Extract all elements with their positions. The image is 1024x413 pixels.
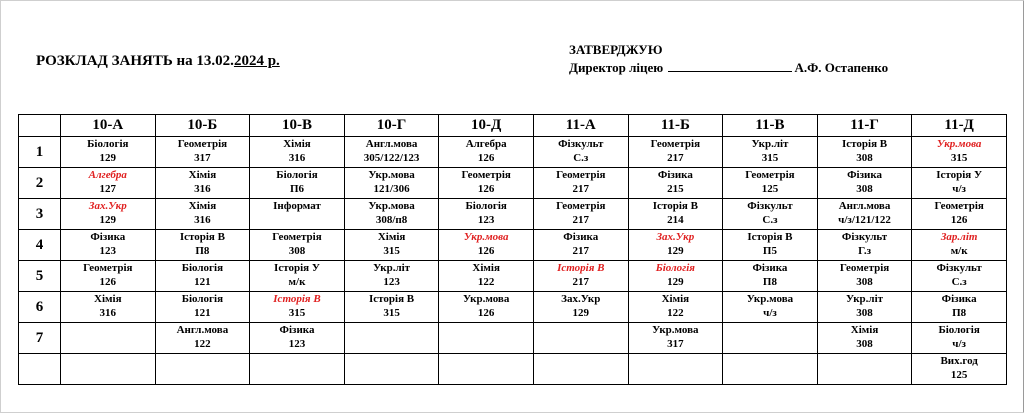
subject-name: Історія В (369, 293, 415, 305)
lesson-cell (61, 292, 156, 323)
subject-name: Історія У (274, 262, 320, 274)
lesson-cell (439, 230, 534, 261)
lesson-cell (533, 230, 628, 261)
subject-name: Англ.мова (176, 324, 229, 336)
room-number: 217 (572, 183, 590, 195)
lesson-cell (439, 323, 534, 354)
subject-name: Хімія (94, 293, 122, 305)
lesson-cell (250, 199, 345, 230)
room-number: 123 (383, 276, 400, 288)
lesson-cell (250, 168, 345, 199)
subject-name: Укр.літ (751, 138, 789, 150)
subject-name: Хімія (850, 324, 879, 336)
column-header: 11-А (533, 115, 628, 137)
room-number: 123 (99, 245, 117, 257)
room-number: 315 (383, 245, 400, 257)
room-number: 315 (288, 307, 306, 319)
column-header: 11-Д (912, 115, 1007, 137)
subject-name: Історія У (936, 169, 983, 181)
lesson-cell (723, 292, 818, 323)
subject-name: Англ.мова (838, 200, 891, 212)
lesson-cell (250, 292, 345, 323)
lesson-cell (61, 354, 156, 385)
room-number: 308 (856, 338, 873, 350)
subject-name: Фізика (941, 293, 977, 305)
room-number: 123 (288, 338, 306, 350)
room-number: м/к (288, 276, 306, 288)
room-number: П6 (289, 183, 305, 195)
lesson-cell (723, 323, 818, 354)
lesson-cell (723, 354, 818, 385)
subject-name: Геометрія (839, 262, 890, 274)
subject-name: Зах.Укр (88, 200, 127, 212)
subject-name: Історія В (557, 262, 605, 274)
lesson-cell (155, 292, 250, 323)
subject-name: Хімія (283, 138, 311, 150)
room-number: 316 (194, 214, 211, 226)
page-title (36, 53, 280, 70)
lesson-cell (817, 199, 912, 230)
subject-name: Геометрія (745, 169, 795, 181)
lesson-number: 1 (19, 137, 61, 168)
subject-name: Біологія (465, 200, 507, 212)
lesson-cell (439, 292, 534, 323)
subject-name: Англ.мова (365, 138, 418, 150)
subject-name: Зах.Укр (656, 231, 695, 243)
subject-name: Біологія (181, 262, 224, 274)
subject-name: Історія В (273, 293, 321, 305)
lesson-cell (439, 354, 534, 385)
room-number: ч/з (763, 307, 777, 319)
room-number: 125 (950, 369, 968, 381)
lesson-cell (250, 230, 345, 261)
subject-name: Укр.мова (463, 231, 509, 243)
subject-name: Вих.год (940, 355, 978, 367)
lesson-cell (533, 168, 628, 199)
lesson-cell (250, 323, 345, 354)
column-header: 11-Г (817, 115, 912, 137)
lesson-number: 7 (19, 323, 61, 354)
room-number: 129 (99, 214, 117, 226)
lesson-cell (250, 137, 345, 168)
lesson-cell (912, 199, 1007, 230)
lesson-cell (439, 137, 534, 168)
room-number: 126 (477, 245, 495, 257)
lesson-cell (533, 261, 628, 292)
column-header: 10-Д (439, 115, 534, 137)
subject-name: Алгебра (88, 169, 127, 181)
lesson-number: 2 (19, 168, 61, 199)
subject-name: Історія В (652, 200, 698, 212)
subject-name: Алгебра (465, 138, 507, 150)
lesson-cell (723, 137, 818, 168)
subject-name: Фізкульт (841, 231, 888, 243)
subject-name: Зар.літ (940, 231, 978, 243)
column-header: 10-Г (344, 115, 439, 137)
lesson-cell (155, 261, 250, 292)
approval-block (569, 41, 888, 77)
lesson-number: 5 (19, 261, 61, 292)
subject-name: Зах.Укр (561, 293, 601, 305)
lesson-cell (155, 168, 250, 199)
lesson-cell (723, 261, 818, 292)
room-number: 217 (667, 152, 684, 164)
subject-name: Хімія (188, 169, 217, 181)
subject-name: Укр.літ (373, 262, 411, 274)
room-number: 123 (477, 214, 495, 226)
lesson-cell (912, 323, 1007, 354)
room-number: П8 (952, 307, 967, 319)
lesson-cell (912, 230, 1007, 261)
lesson-cell (439, 261, 534, 292)
room-number: 121 (194, 276, 211, 288)
room-number: 122 (194, 338, 211, 350)
room-number: 308 (856, 276, 873, 288)
subject-name: Біологія (87, 138, 129, 150)
subject-name: Фізика (563, 231, 599, 243)
column-header: 11-Б (628, 115, 723, 137)
director-label: Директор ліцею (569, 60, 664, 75)
lesson-cell (628, 199, 723, 230)
subject-name: Геометрія (272, 231, 322, 243)
room-number: 129 (572, 307, 590, 319)
lesson-cell (439, 199, 534, 230)
room-number: 217 (572, 276, 590, 288)
lesson-cell (912, 261, 1007, 292)
lesson-cell (155, 199, 250, 230)
lesson-cell (439, 168, 534, 199)
subject-name: Укр.літ (846, 293, 884, 305)
room-number: 217 (572, 214, 590, 226)
lesson-cell (344, 354, 439, 385)
lesson-cell (533, 323, 628, 354)
lesson-cell (533, 354, 628, 385)
lesson-cell (817, 261, 912, 292)
room-number: П8 (762, 276, 777, 288)
room-number: 315 (383, 307, 400, 319)
subject-name: Біологія (655, 262, 695, 274)
column-header: 10-А (61, 115, 156, 137)
room-number: 126 (99, 276, 117, 288)
room-number: 316 (288, 152, 306, 164)
room-number: 129 (667, 276, 684, 288)
room-number: ч/з/121/122 (838, 214, 891, 226)
room-number: С.з (573, 152, 589, 164)
room-number: 127 (99, 183, 117, 195)
subject-name: Хімія (377, 231, 406, 243)
lesson-number (19, 354, 61, 385)
lesson-cell (155, 323, 250, 354)
room-number: 315 (950, 152, 968, 164)
lesson-cell (344, 137, 439, 168)
lesson-cell (344, 323, 439, 354)
lesson-cell (912, 137, 1007, 168)
subject-name: Укр.мова (462, 293, 510, 305)
subject-name: Геометрія (650, 138, 701, 150)
subject-name: Укр.мова (368, 200, 415, 212)
lesson-number: 6 (19, 292, 61, 323)
title-text: РОЗКЛАД ЗАНЯТЬ на 13.02. (36, 53, 234, 69)
room-number: 126 (477, 152, 495, 164)
room-number: 129 (99, 152, 117, 164)
subject-name: Геометрія (461, 169, 511, 181)
schedule-table (18, 114, 1007, 385)
lesson-cell (61, 199, 156, 230)
room-number: 126 (477, 307, 495, 319)
room-number: 215 (667, 183, 684, 195)
subject-name: Укр.мова (936, 138, 982, 150)
room-number: 317 (194, 152, 211, 164)
lesson-cell (250, 261, 345, 292)
lesson-cell (817, 230, 912, 261)
subject-name: Геометрія (556, 200, 606, 212)
lesson-number: 3 (19, 199, 61, 230)
subject-name: Геометрія (83, 262, 133, 274)
subject-name: Укр.мова (652, 324, 699, 336)
lesson-cell (628, 230, 723, 261)
subject-name: Геометрія (934, 200, 984, 212)
room-number: С.з (762, 214, 778, 226)
lesson-number: 4 (19, 230, 61, 261)
subject-name: Біологія (276, 169, 318, 181)
lesson-cell (155, 137, 250, 168)
subject-name: Геометрія (556, 169, 606, 181)
room-number: 129 (667, 245, 684, 257)
subject-name: Історія В (841, 138, 888, 150)
subject-name: Фізика (657, 169, 693, 181)
lesson-cell (817, 168, 912, 199)
lesson-cell (250, 354, 345, 385)
lesson-row (19, 354, 1007, 385)
schedule-body (19, 137, 1007, 385)
room-number: П8 (195, 245, 210, 257)
corner-cell (19, 115, 61, 137)
lesson-cell (533, 199, 628, 230)
lesson-cell (533, 292, 628, 323)
subject-name: Укр.мова (746, 293, 794, 305)
lesson-cell (723, 168, 818, 199)
room-number: 308 (856, 307, 873, 319)
lesson-cell (61, 137, 156, 168)
director-name: А.Ф. Остапенко (794, 60, 889, 75)
lesson-cell (628, 323, 723, 354)
lesson-cell (628, 168, 723, 199)
lesson-cell (61, 168, 156, 199)
room-number: 308 (856, 152, 873, 164)
subject-name: Укр.мова (368, 169, 415, 181)
room-number: Г.з (858, 245, 872, 257)
column-header: 11-В (723, 115, 818, 137)
lesson-cell (344, 168, 439, 199)
subject-name: Фізика (90, 231, 126, 243)
lesson-row (19, 261, 1007, 292)
lesson-cell (61, 323, 156, 354)
subject-name: Фізика (279, 324, 315, 336)
subject-name: Історія В (179, 231, 225, 243)
lesson-cell (344, 261, 439, 292)
subject-name: Геометрія (177, 138, 228, 150)
lesson-cell (344, 199, 439, 230)
lesson-row (19, 230, 1007, 261)
subject-name: Фізкульт (747, 200, 793, 212)
subject-name: Історія В (747, 231, 793, 243)
subject-name: Хімія (472, 262, 500, 274)
lesson-cell (155, 230, 250, 261)
lesson-row (19, 292, 1007, 323)
lesson-cell (61, 230, 156, 261)
room-number: 125 (761, 183, 779, 195)
subject-name: Біологія (181, 293, 224, 305)
lesson-cell (344, 292, 439, 323)
lesson-cell (723, 230, 818, 261)
lesson-row (19, 137, 1007, 168)
signature-line (668, 61, 792, 72)
approval-heading: ЗАТВЕРДЖУЮ (569, 42, 663, 57)
room-number: ч/з (952, 183, 966, 195)
room-number: 122 (477, 276, 495, 288)
room-number: 315 (761, 152, 779, 164)
subject-name: Фізика (847, 169, 883, 181)
lesson-cell (628, 354, 723, 385)
room-number: ч/з (952, 338, 966, 350)
room-number: м/к (950, 245, 968, 257)
room-number: 316 (194, 183, 211, 195)
director-line (569, 59, 888, 77)
subject-name: Інформат (273, 200, 321, 212)
lesson-cell (817, 137, 912, 168)
lesson-cell (628, 292, 723, 323)
room-number: 126 (950, 214, 968, 226)
lesson-row (19, 168, 1007, 199)
lesson-cell (817, 292, 912, 323)
lesson-cell (628, 261, 723, 292)
room-number: С.з (951, 276, 967, 288)
room-number: 308/п8 (375, 214, 408, 226)
lesson-cell (723, 199, 818, 230)
room-number: П5 (762, 245, 777, 257)
subject-name: Фізика (752, 262, 788, 274)
room-number: 316 (99, 307, 117, 319)
room-number: 308 (288, 245, 306, 257)
lesson-cell (533, 137, 628, 168)
column-header: 10-В (250, 115, 345, 137)
room-number: 214 (667, 214, 684, 226)
lesson-cell (61, 261, 156, 292)
lesson-cell (912, 354, 1007, 385)
room-number: 121 (194, 307, 211, 319)
lesson-cell (912, 168, 1007, 199)
title-year: 2024 р. (233, 53, 280, 69)
column-header: 10-Б (155, 115, 250, 137)
subject-name: Хімія (661, 293, 690, 305)
subject-name: Фізкульт (936, 262, 982, 274)
room-number: 305/122/123 (363, 152, 420, 164)
lesson-row (19, 323, 1007, 354)
subject-name: Фізкульт (558, 138, 604, 150)
subject-name: Біологія (938, 324, 980, 336)
lesson-cell (817, 323, 912, 354)
room-number: 217 (572, 245, 590, 257)
subject-name: Хімія (188, 200, 217, 212)
lesson-cell (817, 354, 912, 385)
room-number: 126 (477, 183, 495, 195)
room-number: 308 (856, 183, 873, 195)
lesson-row (19, 199, 1007, 230)
lesson-cell (344, 230, 439, 261)
room-number: 317 (667, 338, 684, 350)
lesson-cell (912, 292, 1007, 323)
lesson-cell (155, 354, 250, 385)
lesson-cell (628, 137, 723, 168)
room-number: 121/306 (373, 183, 410, 195)
room-number: 122 (667, 307, 684, 319)
header-row (19, 115, 1007, 137)
